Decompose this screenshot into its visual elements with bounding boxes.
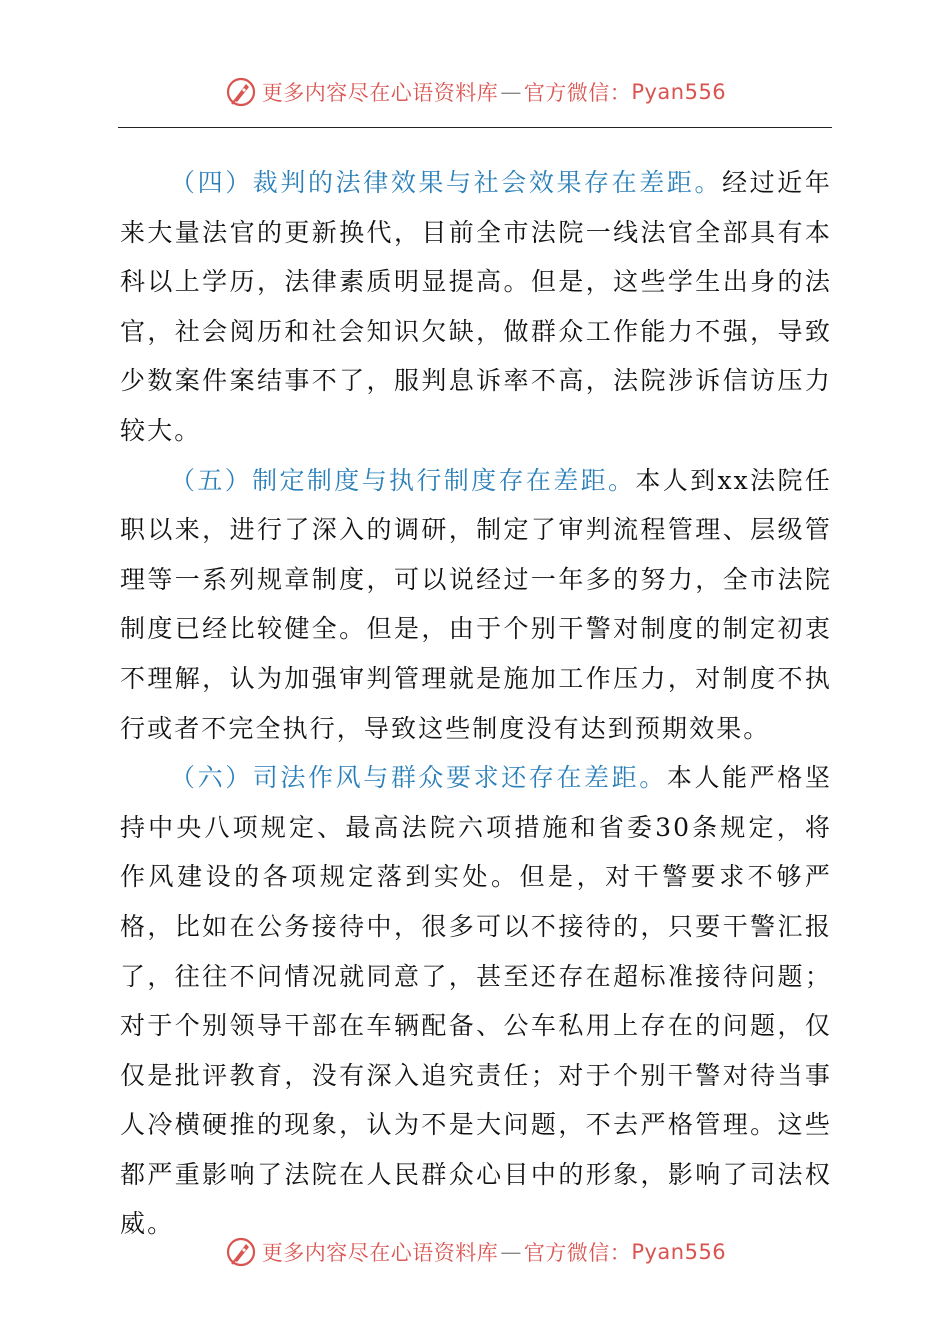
footer-dash: — <box>500 1240 522 1264</box>
paragraph-5-heading: （五）制定制度与执行制度存在差距。 <box>170 465 636 495</box>
header-banner <box>0 70 950 114</box>
footer-account: Pyan556 <box>631 1240 727 1264</box>
pen-nib-logo-icon <box>224 75 258 109</box>
paragraph-4-heading: （四）裁判的法律效果与社会效果存在差距。 <box>170 168 723 197</box>
header-dash: — <box>500 80 522 104</box>
paragraph-4-body: 经过近年来大量法官的更新换代，目前全市法院一线法官全部具有本科以上学历，法律素质明显提高。但是，这些学生出身的法官，社会阅历和社会知识欠缺，做群众工作能力不强，导致少数案件案结事不了，服判息诉率不高，法院涉诉信访压力较大。 <box>120 168 832 445</box>
paragraph-6-body: 本人能严格坚持中央八项规定、最高法院六项措施和省委30条规定，将作风建设的各项规定落到实处。但是，对干警要求不够严格，比如在公务接待中，很多可以不接待的，只要干警汇报了，往往不问情况就同意了，甚至还存在超标准接待问题；对于个别领导干部在车辆配备、公车私用上存在的问题，仅仅是批评教育，没有深入追究责任；对于个别干警对待当事人冷横硬推的现象，认为不是大问题，不去严格管理。这些都严重影响了法院在人民群众心目中的形象，影响了司法权威。 <box>120 763 832 1239</box>
paragraph-6 <box>120 753 832 1249</box>
header-account: Pyan556 <box>631 80 727 104</box>
header-divider <box>118 127 832 128</box>
paragraph-4 <box>120 158 832 456</box>
pen-nib-logo-icon <box>224 1235 258 1269</box>
footer-wechat-label: 官方微信： <box>523 1241 632 1265</box>
paragraph-5-body: 本人到xx法院任职以来，进行了深入的调研，制定了审判流程管理、层级管理等一系列规章制度，可以说经过一年多的努力，全市法院制度已经比较健全。但是，由于个别干警对制度的制定初衷不理解，认为加强审判管理就是施加工作压力，对制度不执行或者不完全执行，导致这些制度没有达到预期效果。 <box>120 465 833 743</box>
header-main-text: 更多内容尽在心语资料库 <box>261 81 499 105</box>
paragraph-6-heading: （六）司法作风与群众要求还存在差距。 <box>170 763 667 793</box>
header-wechat-label: 官方微信： <box>523 81 632 105</box>
document-body <box>120 158 832 1249</box>
paragraph-5 <box>120 456 832 754</box>
footer-main-text: 更多内容尽在心语资料库 <box>261 1241 499 1265</box>
footer-banner <box>0 1230 950 1274</box>
